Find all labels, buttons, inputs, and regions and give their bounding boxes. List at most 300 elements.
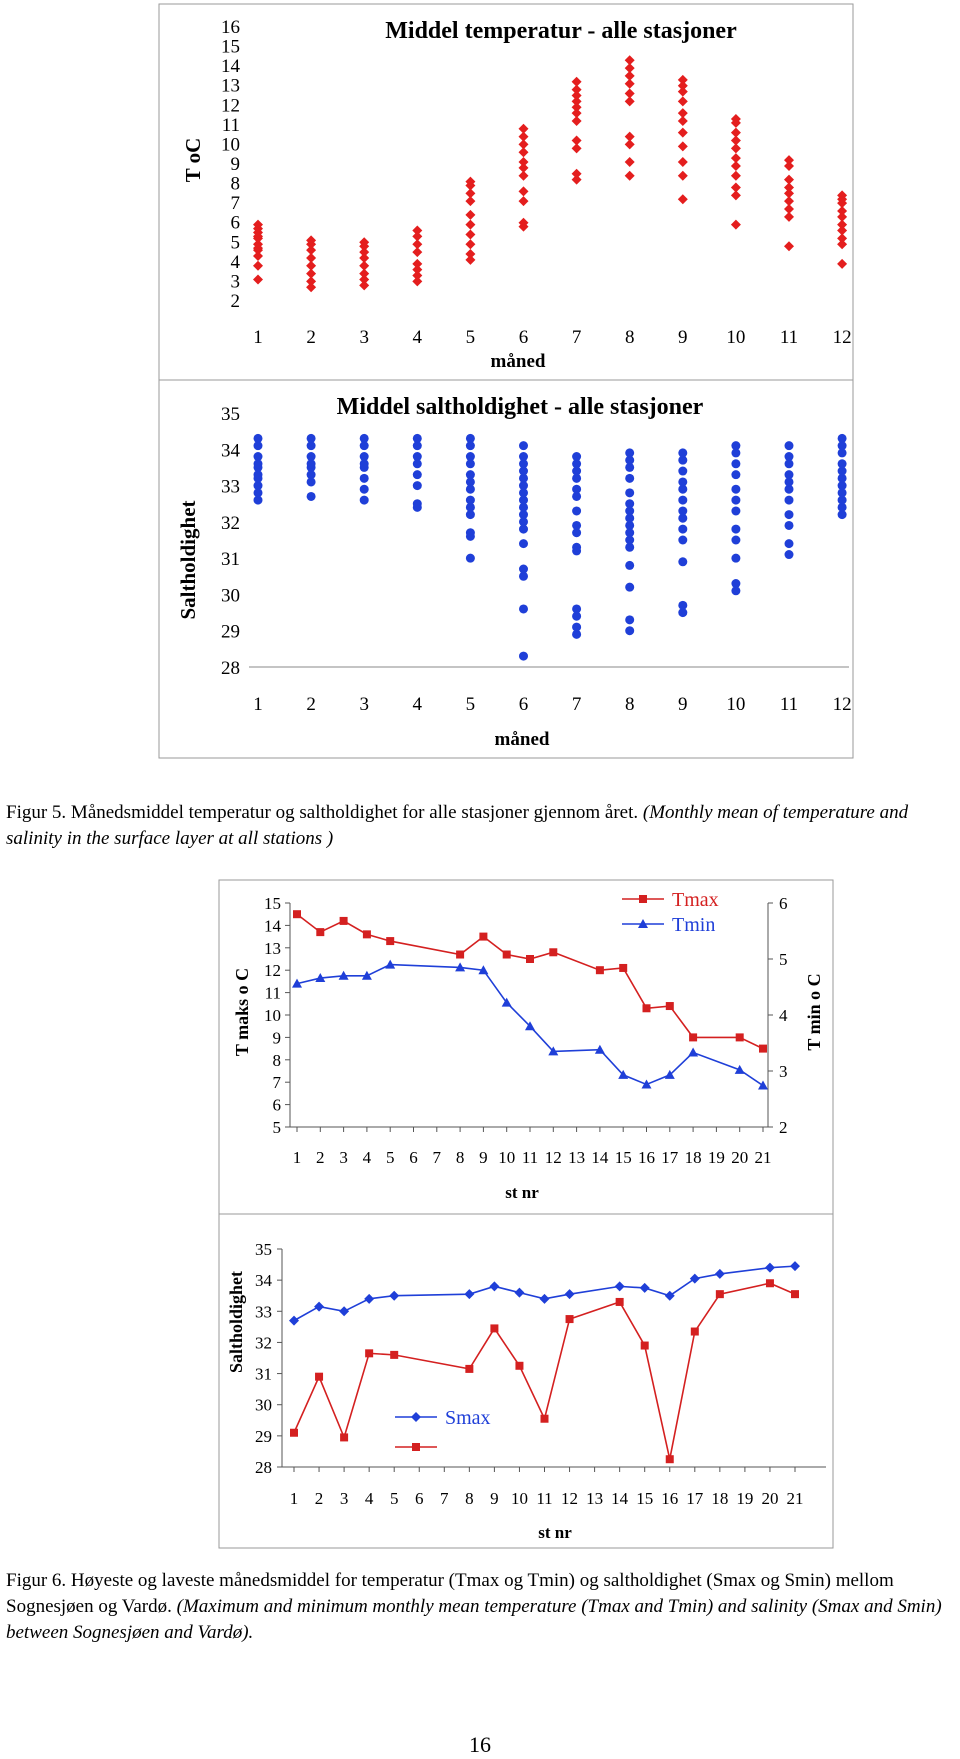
data-point — [412, 226, 422, 236]
data-point — [549, 948, 557, 956]
data-point — [837, 259, 847, 269]
x-tick-label: 21 — [786, 1489, 804, 1508]
data-point — [625, 448, 634, 457]
x-tick-label: 9 — [678, 694, 688, 715]
data-point — [678, 601, 687, 610]
x-tick-label: 6 — [415, 1489, 424, 1508]
data-point — [625, 626, 634, 635]
data-point — [490, 1324, 498, 1332]
data-point — [289, 1316, 299, 1326]
chart-frame-temperature — [159, 4, 853, 380]
data-point — [465, 220, 475, 230]
data-point — [666, 1002, 674, 1010]
y-tick-label: 34 — [255, 1271, 272, 1291]
data-point — [678, 75, 688, 85]
x-tick-label: 1 — [292, 1148, 302, 1167]
x-tick-label: 10 — [726, 327, 746, 348]
data-point — [519, 441, 528, 450]
data-point — [678, 496, 687, 505]
data-point — [360, 474, 369, 483]
data-point — [731, 220, 741, 230]
data-point — [541, 1415, 549, 1423]
y-tick-label: 15 — [264, 894, 281, 913]
page-number: 16 — [469, 1732, 491, 1757]
data-point — [290, 1429, 298, 1437]
data-point — [465, 249, 475, 259]
data-point — [731, 485, 740, 494]
data-point — [785, 550, 794, 559]
data-point — [572, 623, 581, 632]
x-tick-label: 6 — [518, 694, 529, 715]
data-point — [625, 89, 635, 99]
data-point — [519, 539, 528, 548]
figure5-caption-main: Figur 5. Månedsmiddel temperatur og saltholdighet for alle stasjoner gjennom året. — [6, 802, 639, 823]
data-point — [785, 452, 794, 461]
data-point — [715, 1269, 725, 1279]
data-point — [466, 452, 475, 461]
figure5-caption-en: (Monthly mean of temperature and salinity in the surface layer at all stations ) — [6, 802, 909, 849]
data-point — [785, 510, 794, 519]
x-tick-label: 20 — [761, 1489, 779, 1508]
x-tick-label: 20 — [731, 1148, 749, 1167]
data-point — [643, 1004, 651, 1012]
data-point — [466, 554, 475, 563]
x-tick-label: 16 — [638, 1148, 655, 1167]
data-point — [456, 951, 464, 959]
data-point — [731, 171, 741, 181]
x-tick-label: 10 — [510, 1489, 528, 1508]
data-point — [678, 525, 687, 534]
x-tick-label: 8 — [455, 1148, 465, 1167]
data-point — [413, 470, 422, 479]
data-point — [625, 488, 634, 497]
data-point — [519, 604, 528, 613]
data-point — [413, 434, 422, 443]
y-tick-label: 11 — [221, 114, 240, 136]
y-tick-label: 13 — [264, 938, 281, 958]
data-point — [785, 496, 794, 505]
x-tick-label: 4 — [364, 1489, 374, 1508]
data-point — [413, 452, 422, 461]
data-point — [465, 1365, 473, 1373]
data-point — [596, 966, 604, 974]
data-point — [360, 496, 369, 505]
data-point — [641, 1342, 649, 1350]
data-point — [465, 229, 475, 239]
y-axis-label: Saltholdighet — [226, 1270, 246, 1374]
data-point — [466, 434, 475, 443]
data-point — [678, 194, 688, 204]
data-point — [519, 186, 529, 196]
y-tick-label: 5 — [272, 1118, 281, 1137]
data-point — [731, 459, 740, 468]
data-point — [642, 1079, 652, 1088]
y-right-tick-label: 3 — [779, 1062, 788, 1081]
x-axis-label: måned — [490, 351, 546, 372]
y-tick-label: 14 — [221, 56, 240, 78]
x-tick-label: 5 — [389, 1489, 399, 1508]
data-point — [678, 96, 688, 106]
x-tick-label: 14 — [591, 1148, 609, 1167]
data-point — [572, 506, 581, 515]
data-point — [489, 1281, 499, 1291]
x-tick-label: 19 — [707, 1148, 725, 1167]
data-point — [678, 128, 688, 138]
legend-marker — [639, 895, 647, 903]
data-point — [464, 1289, 474, 1299]
y-tick-label: 29 — [255, 1426, 272, 1446]
data-point — [678, 157, 688, 167]
data-point — [540, 1294, 550, 1304]
data-point — [293, 910, 301, 918]
x-tick-label: 10 — [498, 1148, 516, 1167]
data-point — [678, 141, 688, 151]
x-tick-label: 21 — [754, 1148, 772, 1167]
data-point — [785, 470, 794, 479]
y-tick-label: 10 — [221, 134, 240, 156]
y-tick-label: 9 — [230, 154, 240, 175]
data-point — [838, 459, 847, 468]
legend-marker — [412, 1443, 420, 1451]
data-point — [731, 182, 741, 192]
data-point — [466, 470, 475, 479]
x-tick-label: 7 — [432, 1148, 442, 1167]
data-point — [519, 196, 529, 206]
data-point — [731, 525, 740, 534]
x-tick-label: 2 — [306, 694, 316, 715]
y-tick-label: 32 — [255, 1333, 272, 1353]
series-line — [294, 1283, 795, 1459]
y-tick-label: 29 — [221, 621, 240, 643]
x-tick-label: 7 — [440, 1489, 449, 1508]
y-tick-label: 35 — [255, 1240, 272, 1259]
data-point — [758, 1081, 768, 1090]
data-point — [678, 557, 687, 566]
data-point — [731, 554, 740, 563]
x-tick-label: 2 — [316, 1148, 325, 1167]
chart-frame-salinity — [159, 380, 853, 758]
data-point — [254, 434, 263, 443]
x-tick-label: 8 — [465, 1489, 474, 1508]
data-point — [678, 108, 688, 118]
data-point — [519, 124, 529, 134]
y-tick-label: 7 — [230, 193, 240, 215]
data-point — [784, 175, 794, 185]
data-point — [340, 917, 348, 925]
x-axis-label: måned — [494, 729, 550, 750]
data-point — [413, 481, 422, 490]
x-tick-label: 11 — [779, 327, 799, 348]
data-point — [253, 274, 263, 284]
data-point — [316, 928, 324, 936]
data-point — [691, 1328, 699, 1336]
y-tick-label: 28 — [221, 658, 240, 679]
x-tick-label: 12 — [832, 694, 852, 715]
y-axis-label: Saltholdighet — [176, 500, 200, 620]
data-point — [736, 1033, 744, 1041]
data-point — [625, 474, 634, 483]
data-point — [389, 1291, 399, 1301]
x-tick-label: 7 — [571, 327, 582, 348]
y-right-tick-label: 2 — [779, 1118, 788, 1137]
data-point — [519, 157, 529, 167]
data-point — [625, 171, 635, 181]
data-point — [731, 496, 740, 505]
y-tick-label: 7 — [272, 1073, 281, 1093]
x-tick-label: 1 — [253, 327, 263, 348]
y-tick-label: 35 — [221, 404, 240, 425]
data-point — [307, 434, 316, 443]
legend-label: Tmin — [672, 914, 716, 936]
data-point — [413, 499, 422, 508]
data-point — [716, 1290, 724, 1298]
x-tick-label: 19 — [736, 1489, 754, 1508]
y-right-tick-label: 5 — [779, 950, 788, 969]
x-tick-label: 3 — [339, 1148, 348, 1167]
y-tick-label: 2 — [230, 291, 240, 312]
data-point — [731, 470, 740, 479]
data-point — [572, 521, 581, 530]
y-tick-label: 11 — [264, 983, 281, 1003]
legend-marker — [411, 1412, 421, 1422]
x-tick-label: 13 — [568, 1148, 586, 1167]
x-tick-label: 8 — [624, 327, 635, 348]
data-point — [625, 157, 635, 167]
data-point — [515, 1362, 523, 1370]
x-tick-label: 1 — [253, 694, 263, 715]
x-tick-label: 5 — [385, 1148, 395, 1167]
data-point — [666, 1455, 674, 1463]
data-point — [784, 241, 794, 251]
data-point — [360, 434, 369, 443]
x-tick-label: 9 — [490, 1489, 499, 1508]
data-point — [731, 579, 740, 588]
x-axis-label: st nr — [538, 1523, 572, 1542]
y-tick-label: 34 — [221, 440, 240, 462]
x-tick-label: 5 — [465, 694, 476, 715]
x-tick-label: 17 — [661, 1148, 679, 1167]
data-point — [360, 452, 369, 461]
data-point — [784, 155, 794, 165]
y-tick-label: 5 — [230, 232, 240, 254]
data-point — [731, 536, 740, 545]
y-tick-label: 12 — [264, 961, 281, 981]
legend-label: Smax — [445, 1407, 491, 1429]
x-tick-label: 4 — [362, 1148, 372, 1167]
y-tick-label: 8 — [272, 1050, 281, 1070]
data-point — [690, 1274, 700, 1284]
data-point — [519, 565, 528, 574]
chart-title: Middel saltholdighet - alle stasjoner — [336, 394, 704, 420]
y-tick-label: 10 — [264, 1006, 281, 1025]
x-tick-label: 3 — [339, 1489, 349, 1508]
data-point — [790, 1261, 800, 1271]
x-tick-label: 1 — [289, 1489, 299, 1508]
data-point — [678, 506, 687, 515]
data-point — [466, 528, 475, 537]
y-tick-label: 16 — [221, 17, 240, 38]
data-point — [466, 496, 475, 505]
data-point — [731, 128, 741, 138]
data-point — [365, 1349, 373, 1357]
figure5-caption — [6, 800, 956, 852]
x-tick-label: 3 — [359, 327, 369, 348]
data-point — [572, 604, 581, 613]
data-point — [315, 1373, 323, 1381]
data-point — [572, 77, 582, 87]
data-point — [791, 1290, 799, 1298]
y-tick-label: 9 — [272, 1028, 281, 1048]
data-point — [625, 561, 634, 570]
x-tick-label: 15 — [614, 1148, 632, 1167]
x-tick-label: 11 — [536, 1489, 553, 1508]
data-point — [625, 55, 635, 65]
data-point — [340, 1433, 348, 1441]
y-tick-label: 13 — [221, 75, 240, 97]
data-point — [616, 1298, 624, 1306]
data-point — [678, 171, 688, 181]
data-point — [838, 434, 847, 443]
data-point — [785, 539, 794, 548]
data-point — [390, 1351, 398, 1359]
data-point — [360, 485, 369, 494]
x-tick-label: 15 — [636, 1489, 654, 1508]
data-point — [566, 1315, 574, 1323]
data-point — [689, 1033, 697, 1041]
data-point — [572, 452, 581, 461]
x-tick-label: 9 — [678, 327, 688, 348]
x-tick-label: 2 — [314, 1489, 324, 1508]
x-tick-label: 14 — [611, 1489, 629, 1508]
x-tick-label: 6 — [409, 1148, 418, 1167]
data-point — [572, 543, 581, 552]
x-tick-label: 18 — [684, 1148, 702, 1167]
data-point — [254, 452, 263, 461]
data-point — [678, 467, 687, 476]
x-tick-label: 4 — [412, 327, 423, 348]
data-point — [314, 1302, 324, 1312]
data-point — [785, 521, 794, 530]
y-tick-label: 28 — [255, 1458, 272, 1477]
data-point — [526, 955, 534, 963]
data-point — [307, 452, 316, 461]
y-tick-label: 33 — [255, 1302, 272, 1322]
x-axis-label: st nr — [505, 1183, 539, 1202]
x-tick-label: 9 — [479, 1148, 488, 1167]
x-tick-label: 4 — [412, 694, 423, 715]
data-point — [514, 1288, 524, 1298]
data-point — [519, 652, 528, 661]
x-tick-label: 12 — [832, 327, 852, 348]
data-point — [339, 1306, 349, 1316]
y-tick-label: 4 — [230, 251, 240, 273]
data-point — [615, 1281, 625, 1291]
x-tick-label: 18 — [711, 1489, 729, 1508]
y-tick-label: 14 — [264, 916, 281, 936]
data-point — [688, 1048, 698, 1057]
y-tick-label: 8 — [230, 173, 240, 195]
data-point — [731, 506, 740, 515]
y-tick-label: 6 — [272, 1095, 281, 1115]
data-point — [479, 933, 487, 941]
data-point — [678, 477, 687, 486]
data-point — [363, 930, 371, 938]
x-tick-label: 16 — [661, 1489, 679, 1508]
data-point — [665, 1291, 675, 1301]
y-right-tick-label: 6 — [779, 894, 788, 913]
y-tick-label: 3 — [230, 271, 240, 293]
y-tick-label: 32 — [221, 512, 240, 534]
x-tick-label: 8 — [624, 694, 635, 715]
x-tick-label: 17 — [686, 1489, 704, 1508]
x-tick-label: 3 — [359, 694, 369, 715]
data-point — [619, 964, 627, 972]
figure6-caption — [6, 1568, 956, 1646]
data-point — [465, 210, 475, 220]
x-tick-label: 11 — [521, 1148, 539, 1167]
y-tick-label: 30 — [255, 1395, 272, 1415]
data-point — [572, 136, 582, 146]
data-point — [412, 259, 422, 269]
y-tick-label: 15 — [221, 36, 240, 58]
y-axis-label-left: T maks o C — [232, 967, 252, 1057]
x-tick-label: 5 — [465, 327, 476, 348]
x-tick-label: 6 — [518, 327, 529, 348]
chart-title: Middel temperatur - alle stasjoner — [385, 18, 737, 44]
data-point — [731, 441, 740, 450]
y-tick-label: 33 — [221, 476, 240, 498]
data-point — [640, 1283, 650, 1293]
legend-label: Tmax — [672, 889, 719, 911]
data-point — [785, 441, 794, 450]
data-point — [731, 153, 741, 163]
x-tick-label: 12 — [544, 1148, 562, 1167]
data-point — [565, 1289, 575, 1299]
y-right-tick-label: 4 — [779, 1006, 788, 1025]
figure6-caption-en: (Maximum and minimum monthly mean temperature (Tmax and Tmin) and salinity (Smax and Smin) between Sognesjøen and Vardø). — [6, 1596, 942, 1643]
data-point — [465, 239, 475, 249]
data-point — [386, 937, 394, 945]
data-point — [625, 132, 635, 142]
data-point — [364, 1294, 374, 1304]
x-tick-label: 13 — [586, 1489, 604, 1508]
y-axis-label: T oC — [181, 137, 205, 183]
data-point — [253, 261, 263, 271]
x-tick-label: 2 — [306, 327, 316, 348]
data-point — [678, 448, 687, 457]
y-tick-label: 31 — [255, 1364, 272, 1384]
y-axis-label-right: T min o C — [804, 973, 824, 1051]
data-point — [307, 492, 316, 501]
data-point — [766, 1279, 774, 1287]
data-point — [572, 485, 581, 494]
y-tick-label: 6 — [230, 212, 240, 234]
y-tick-label: 30 — [221, 585, 240, 607]
data-point — [503, 951, 511, 959]
figure6-caption-main: Figur 6. Høyeste og laveste månedsmiddel for temperatur (Tmax og Tmin) og saltholdighet (Smax og Smin) mellom Sognesjøen og Vardø. — [6, 1570, 894, 1617]
data-point — [572, 169, 582, 179]
x-tick-label: 7 — [571, 694, 582, 715]
data-point — [678, 536, 687, 545]
x-tick-label: 10 — [726, 694, 746, 715]
data-point — [625, 615, 634, 624]
x-tick-label: 12 — [561, 1489, 579, 1508]
y-tick-label: 12 — [221, 95, 240, 117]
data-point — [759, 1045, 767, 1053]
y-tick-label: 31 — [221, 549, 240, 571]
data-point — [519, 452, 528, 461]
data-point — [625, 499, 634, 508]
